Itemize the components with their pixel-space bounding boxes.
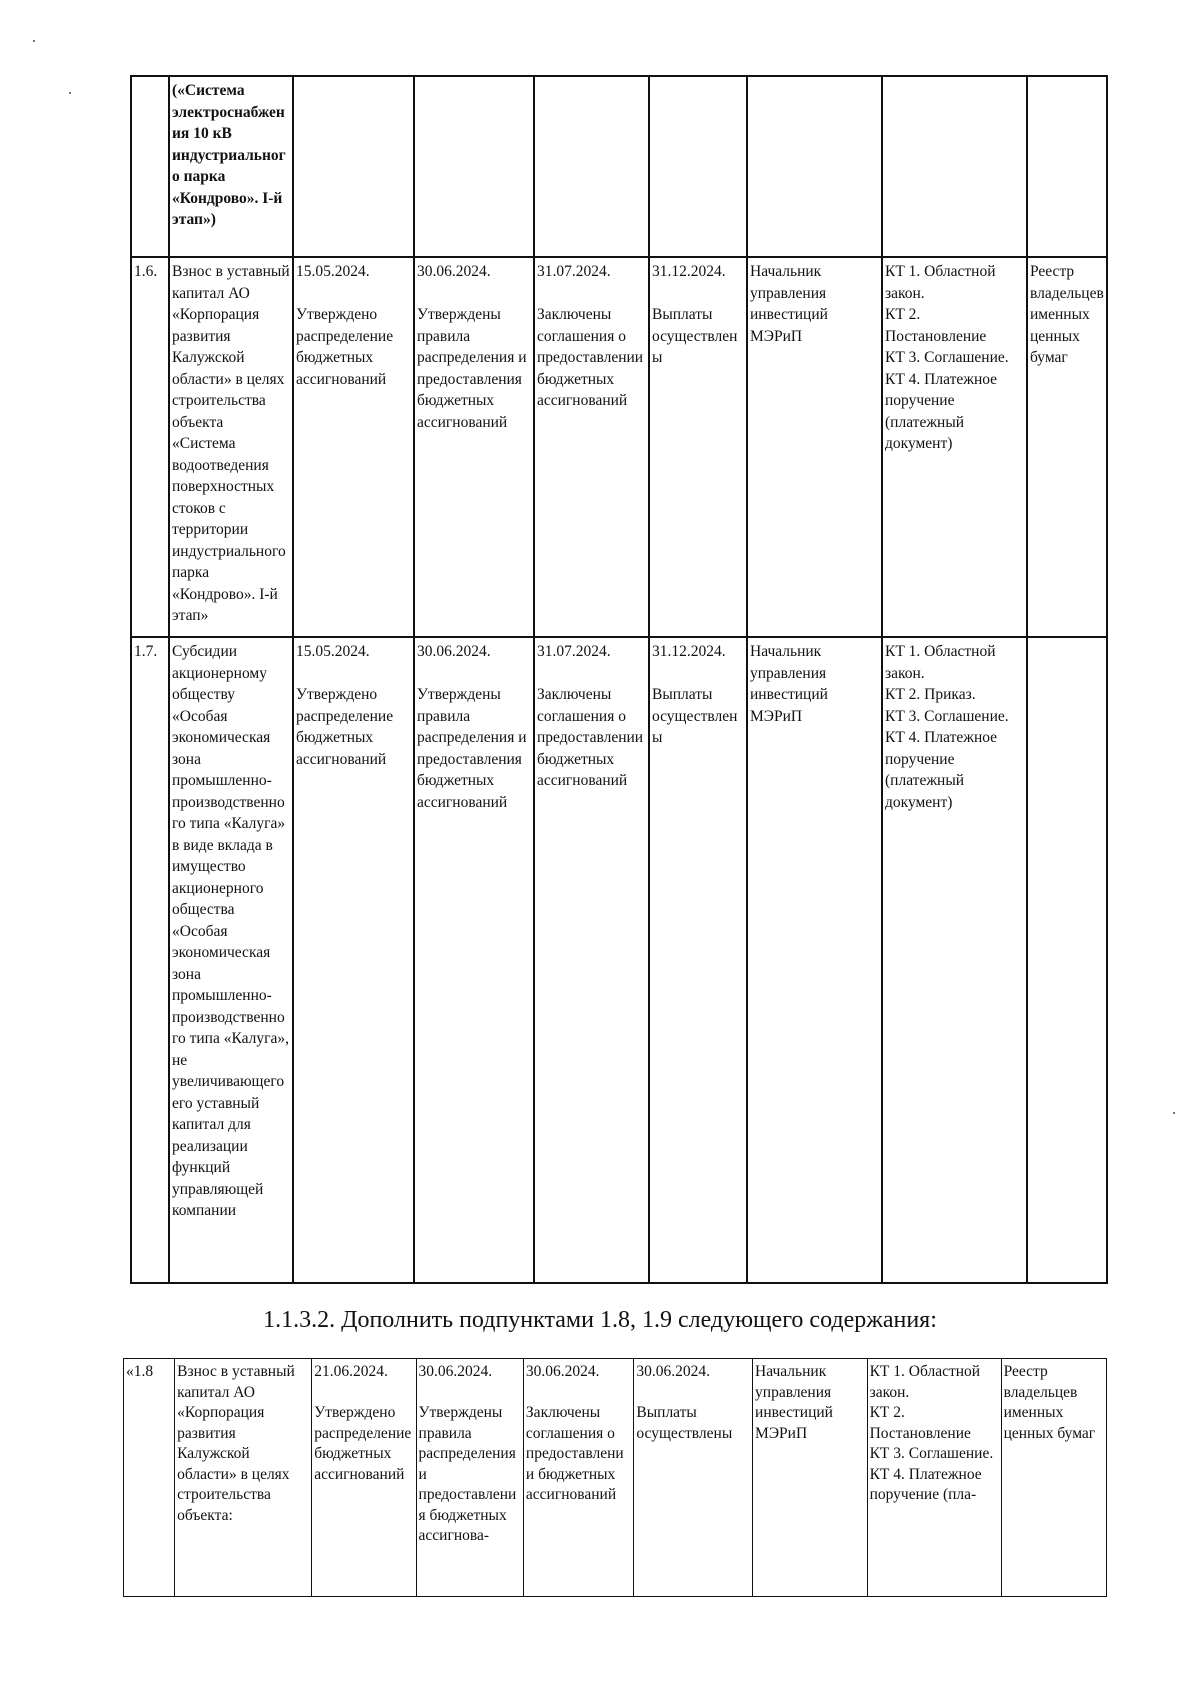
row-number: 1.7. — [131, 637, 169, 1283]
table-row — [131, 76, 1107, 257]
checkpoint-4: 30.06.2024. Выплаты осуществлены — [634, 1359, 753, 1597]
documents: КТ 1. Областной закон. КТ 2. Постановление КТ 3. Соглашение. КТ 4. Платежное поручение (пла- — [867, 1359, 1001, 1597]
checkpoint-2: 30.06.2024. Утверждены правила распределения и предоставления бюджетных ассигнова- — [416, 1359, 523, 1597]
checkpoint-1 — [293, 76, 414, 257]
row-number: «1.8 — [124, 1359, 175, 1597]
result-document — [1027, 76, 1107, 257]
documents: КТ 1. Областной закон. КТ 2. Приказ. КТ 3. Соглашение. КТ 4. Платежное поручение (платежный документ) — [882, 637, 1027, 1283]
event-name: («Система электроснабжения 10 кВ индустриального парка «Кондрово». I-й этап») — [169, 76, 293, 257]
checkpoint-3: 30.06.2024. Заключены соглашения о предоставлении бюджетных ассигнований — [523, 1359, 633, 1597]
event-name: Взнос в уставный капитал АО «Корпорация развития Калужской области» в целях строительства объекта «Система водоотведения поверхностных стоков с территории индустриального парка «Кондрово». I-й этап» — [169, 257, 293, 637]
event-name: Взнос в уставный капитал АО «Корпорация развития Калужской области» в целях строительства объекта: — [175, 1359, 312, 1597]
checkpoint-1: 15.05.2024. Утверждено распределение бюджетных ассигнований — [293, 637, 414, 1283]
documents: КТ 1. Областной закон. КТ 2. Постановление КТ 3. Соглашение. КТ 4. Платежное поручение (платежный документ) — [882, 257, 1027, 637]
checkpoint-3: 31.07.2024. Заключены соглашения о предоставлении бюджетных ассигнований — [534, 637, 649, 1283]
checkpoint-3 — [534, 76, 649, 257]
scan-speck — [69, 92, 71, 94]
result-document: Реестр владельцев именных ценных бумаг — [1001, 1359, 1106, 1597]
checkpoint-4: 31.12.2024. Выплаты осуществлены — [649, 257, 747, 637]
checkpoint-4: 31.12.2024. Выплаты осуществлены — [649, 637, 747, 1283]
checkpoint-1: 15.05.2024. Утверждено распределение бюджетных ассигнований — [293, 257, 414, 637]
documents — [882, 76, 1027, 257]
continued-events-table — [130, 75, 1108, 1284]
row-number: 1.6. — [131, 257, 169, 637]
checkpoint-3: 31.07.2024. Заключены соглашения о предоставлении бюджетных ассигнований — [534, 257, 649, 637]
row-number — [131, 76, 169, 257]
added-events-table — [123, 1358, 1107, 1597]
checkpoint-2 — [414, 76, 534, 257]
responsible: Начальник управления инвестиций МЭРиП — [747, 257, 882, 637]
checkpoint-1: 21.06.2024. Утверждено распределение бюджетных ассигнований — [312, 1359, 416, 1597]
result-document — [1027, 637, 1107, 1283]
table-row — [131, 637, 1107, 1283]
responsible: Начальник управления инвестиций МЭРиП — [747, 637, 882, 1283]
table-row — [124, 1359, 1107, 1597]
table-row — [131, 257, 1107, 637]
checkpoint-2: 30.06.2024. Утверждены правила распределения и предоставления бюджетных ассигнований — [414, 257, 534, 637]
scan-speck — [1173, 1112, 1175, 1114]
result-document: Реестр владельцев именных ценных бумаг — [1027, 257, 1107, 637]
event-name: Субсидии акционерному обществу «Особая экономическая зона промышленно-производственного типа «Калуга» в виде вклада в имущество акционерного общества «Особая экономическая зона промышленно-производственного типа «Калуга», не увеличивающего его уставный капитал для реализации функций управляющей компании — [169, 637, 293, 1283]
scan-speck — [33, 40, 35, 42]
checkpoint-2: 30.06.2024. Утверждены правила распределения и предоставления бюджетных ассигнований — [414, 637, 534, 1283]
amendment-note: 1.1.3.2. Дополнить подпунктами 1.8, 1.9 следующего содержания: — [263, 1307, 937, 1333]
responsible — [747, 76, 882, 257]
checkpoint-4 — [649, 76, 747, 257]
responsible: Начальник управления инвестиций МЭРиП — [753, 1359, 868, 1597]
